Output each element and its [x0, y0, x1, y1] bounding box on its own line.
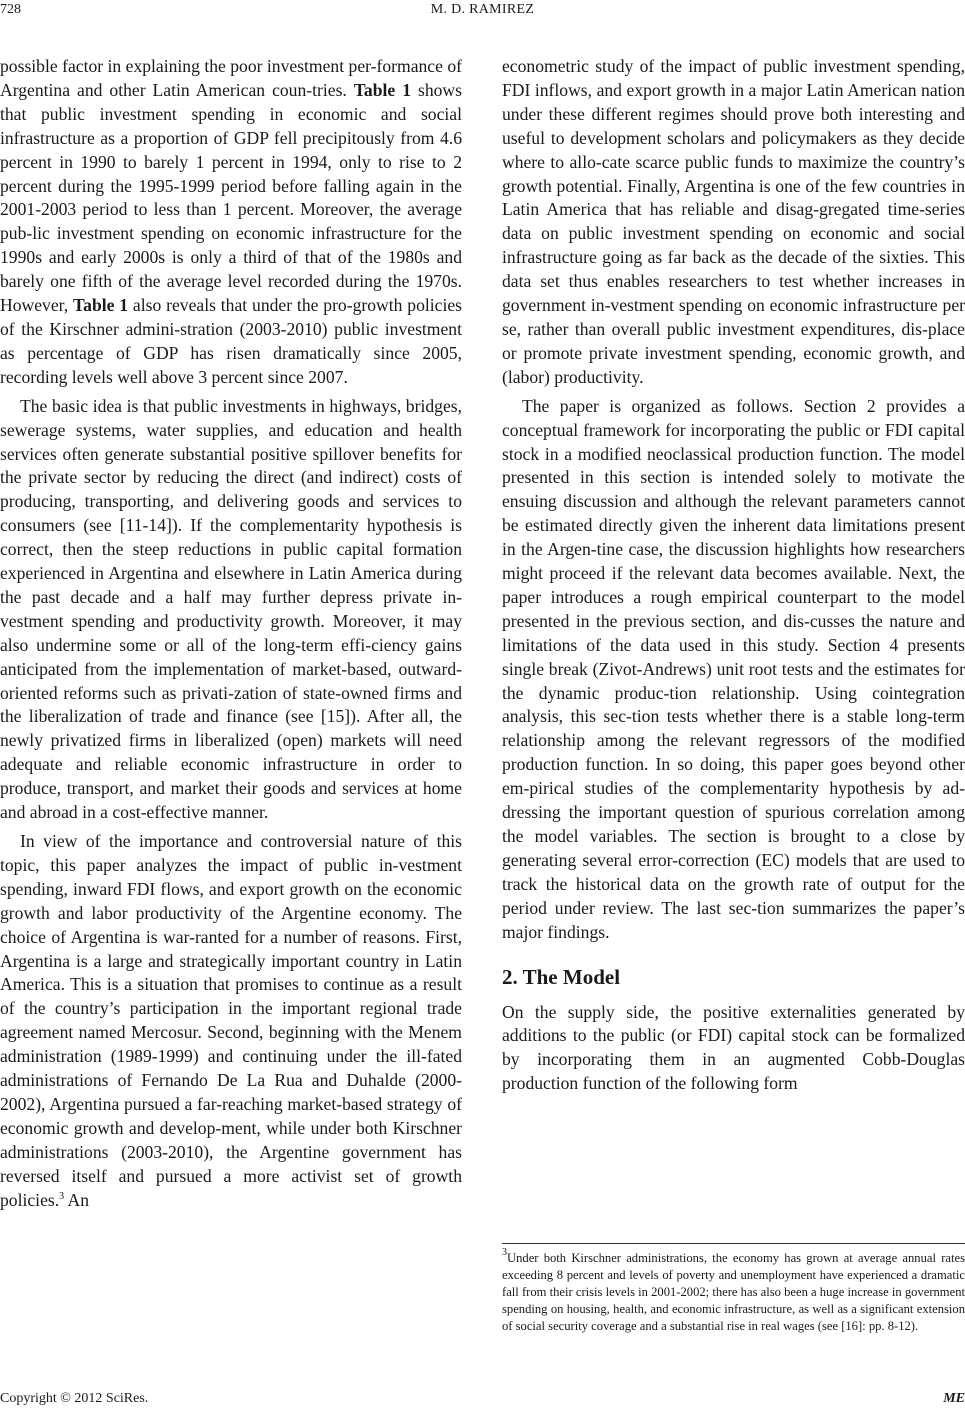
journal-abbreviation: ME — [943, 1391, 965, 1406]
footnote-number: 3 — [502, 1247, 507, 1258]
paragraph-supply-side: On the supply side, the positive externalities generated by additions to the public (or FDI) capital stock can be formalized by incorporating them in an augmented Cobb-Douglas production function of the following form — [502, 1001, 965, 1094]
paragraph-paper-organization: The paper is organized as follows. Section 2 provides a conceptual framework for incorporating the public or FDI capital stock in a modified neoclassical production function. The model presented in this section is intended solely to motivate the ensuing discussion and although the relevant parameters cannot be estimated directly given the inherent data limitations present in the Argen-tine case, the discussion highlights how researchers might proceed if the relevant data becomes available. Next, the paper introduces a rough empirical counterpart to the model presented in the previous section, and dis-cusses the nature and limitations of the data used in this study. Section 4 presents single break (Zivot-Andrews) unit root tests and the estimates for the dynamic produc-tion relationship. Using cointegration analysis, this sec-tion tests whether there is a stable long-term relationship among the relevant regressors of the modified production function. In so doing, this paper goes beyond other em-pirical studies of the complementarity hypothesis by ad-dressing the important question of spurious correlation among the model variables. The section is brought to a close by generating several error-correction (EC) models that are used to track the historical data on the growth rate of output for the period under review. The last sec-tion summarizes the paper’s major findings. — [502, 395, 965, 942]
paragraph-view-of-importance: In view of the importance and controversial nature of this topic, this paper analyzes the impact of public in-vestment spending, inward FDI flows, and export growth on the economic growth and labor productivity of the Argentine economy. The choice of Argentina is war-ranted for a number of reasons. First, Argentina is a large and strategically important country in Latin America. This is a situation that promises to continue as a result of the country’s participation in the important regional trade agreement named Mercosur. Second, beginning with the Menem administration (1989-1999) and continuing under the ill-fated administrations of Fernando De La Rua and Duhalde (2000-2002), Argentina pursued a far-reaching market-based strategy of economic growth and develop-ment, while under both Kirschner administrations (2003-2010), the Argentine government has reversed itself and pursued a more activist set of growth policies.$^3$ An — [0, 831, 462, 1210]
page-number: 728 — [0, 2, 21, 17]
footnote-text: Under both Kirschner administrations, the economy has grown at average annual rates exceeding 8 percent and levels of poverty and unemployment have experienced a dramatic fall from their crisis levels in 2001-2002; there has also been a huge increase in government spending on housing, health, and economic infrastructure, as well as a significant extension of social security coverage and a substantial rise in real wages (see [16]: pp. 8-12). — [502, 1251, 965, 1333]
paragraph-investment-performance: possible factor in explaining the poor investment per-formance of Argentina and other Latin American coun-tries. Table 1 shows that public investment spending in economic and social infrastructure as a proportion of GDP fell precipitously from 4.6 percent in 1990 to barely 1 percent in 1994, only to rise to 2 percent during the 1995-1999 period before falling again in the 2001-2003 period to less than 1 percent. Moreover, the average pub-lic investment spending on economic infrastructure for the 1990s and early 2000s is only a third of that of the 1980s and barely one fifth of the average level recorded during the 1970s. However, Table 1 also reveals that under the pro-growth policies of the Kirschner admini-stration (2003-2010) public investment as percentage of GDP has risen dramatically since 2005, recording levels well above 3 percent since 2007. — [0, 56, 462, 387]
right-column — [502, 55, 965, 1096]
running-head-author: M. D. RAMIREZ — [430, 2, 535, 17]
table-reference[interactable]: Table 1 — [73, 295, 129, 316]
section-heading: 2. The Model — [502, 964, 621, 989]
left-column — [0, 55, 462, 1213]
paragraph-econometric-study: econometric study of the impact of public investment spending, FDI inflows, and export growth in a major Latin American nation under these different regimes should prove both interesting and useful to development scholars and policymakers as they decide where to allo-cate scarce public funds to maximize the country’s growth potential. Finally, Argentina is one of the few countries in Latin America that has reliable and disag-gregated time-series data on public investment spending on economic and social infrastructure going as far back as the decade of the sixties. This data set thus enables researchers to test whether increases in government in-vestment spending on economic infrastructure per se, rather than overall public investment expenditures, dis-place or promote private investment spending, economic growth, and (labor) productivity. — [502, 56, 965, 387]
running-header — [0, 2, 965, 26]
footnote-marker[interactable]: 3 — [59, 1190, 65, 1202]
footnote — [502, 1243, 965, 1335]
table-reference[interactable]: Table 1 — [353, 79, 411, 100]
paragraph-basic-idea: The basic idea is that public investments in highways, bridges, sewerage systems, water supplies, and education and health services often generate substantial positive spillover benefits for the private sector by reducing the direct (and indirect) costs of producing, transporting, and delivering goods and services to consumers (see [11-14]). If the complementarity hypothesis is correct, then the steep reductions in public capital formation experienced in Argentina and elsewhere in Latin America during the past decade and a half may further depress private in-vestment spending and productivity growth. Moreover, it may also undermine some or all of the long-term effi-ciency gains anticipated from the implementation of market-based, outward-oriented reforms such as privati-zation of state-owned firms and the liberalization of trade and finance (see [15]). After all, the newly privatized firms in liberalized (open) markets will need adequate and reliable economic infrastructure in order to produce, transport, and market their goods and services at home and abroad in a cost-effective manner. — [0, 395, 462, 823]
copyright-notice: Copyright © 2012 SciRes. — [0, 1391, 149, 1406]
